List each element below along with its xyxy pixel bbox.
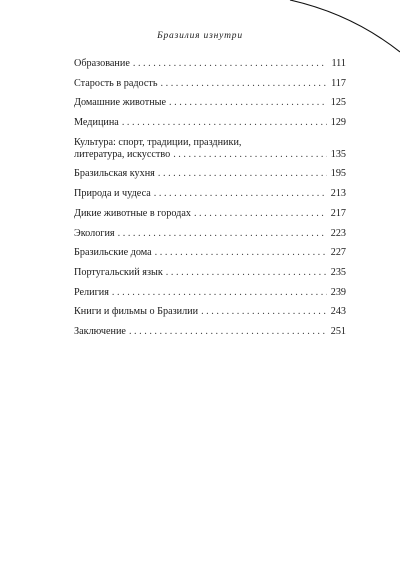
toc-leader-dots [161,78,328,90]
toc-page-number: 239 [330,286,346,298]
toc-entry-title: Бразильская кухня [74,168,155,180]
toc-leader-dots [133,58,327,70]
toc-entry-title: Образование [74,58,130,69]
table-of-contents [74,58,346,346]
toc-leader-dots [118,228,327,240]
toc-page-number: 135 [330,148,346,160]
toc-entry-title: Старость в радость [74,77,158,89]
toc-leader-dots [169,97,327,109]
toc-entry-books-films[interactable] [74,306,346,318]
toc-leader-dots [155,247,327,259]
toc-entry-nature[interactable] [74,188,346,200]
toc-entry-portuguese[interactable] [74,267,346,279]
toc-page-number: 227 [330,247,346,259]
toc-entry-title: Заключение [74,325,126,337]
toc-leader-dots [194,208,327,220]
toc-entry-houses[interactable] [74,247,346,259]
toc-page-number: 195 [330,168,346,180]
toc-page-number: 235 [330,266,346,278]
toc-entry-ecology[interactable] [74,228,346,240]
toc-page-number: 129 [330,117,346,129]
toc-entry-culture[interactable] [74,137,346,161]
running-head: Бразилия изнутри [157,31,243,41]
toc-leader-dots [173,149,327,161]
toc-leader-dots [112,287,327,299]
toc-leader-dots [201,306,327,318]
toc-leader-dots [154,188,327,200]
toc-leader-dots [122,117,327,129]
toc-entry-conclusion[interactable] [74,326,346,338]
toc-entry-religion[interactable] [74,287,346,299]
toc-entry-title: литература, искусство [74,148,171,160]
toc-entry-education[interactable] [74,58,346,70]
toc-page-number: 125 [330,97,346,109]
toc-entry-title: Экология [74,227,115,239]
toc-entry-title-line1: Культура: спорт, традиции, праздники, [74,136,242,148]
toc-entry-title: Медицина [74,117,119,129]
toc-leader-dots [158,168,327,180]
toc-entry-title: Дикие животные в городах [74,207,191,219]
toc-page-number: 213 [330,188,346,200]
toc-page-number: 223 [330,227,346,239]
toc-entry-pets[interactable] [74,97,346,109]
toc-page-number: 217 [330,207,346,219]
toc-entry-medicine[interactable] [74,117,346,129]
toc-page-number: 251 [330,325,346,337]
toc-page-number: 111 [331,58,346,69]
toc-entry-title: Бразильские дома [74,247,152,259]
toc-entry-cuisine[interactable] [74,168,346,180]
toc-entry-title: Книги и фильмы о Бразилии [74,306,199,318]
toc-entry-old-age[interactable] [74,78,346,90]
toc-entry-title: Религия [74,286,109,298]
toc-page-number: 117 [331,77,346,89]
toc-entry-title: Домашние животные [74,97,167,109]
toc-leader-dots [129,326,327,338]
toc-entry-title: Природа и чудеса [74,188,151,200]
toc-entry-title: Португальский язык [74,266,163,278]
toc-page-number: 243 [330,306,346,318]
toc-entry-wild-animals[interactable] [74,208,346,220]
toc-leader-dots [166,267,327,279]
